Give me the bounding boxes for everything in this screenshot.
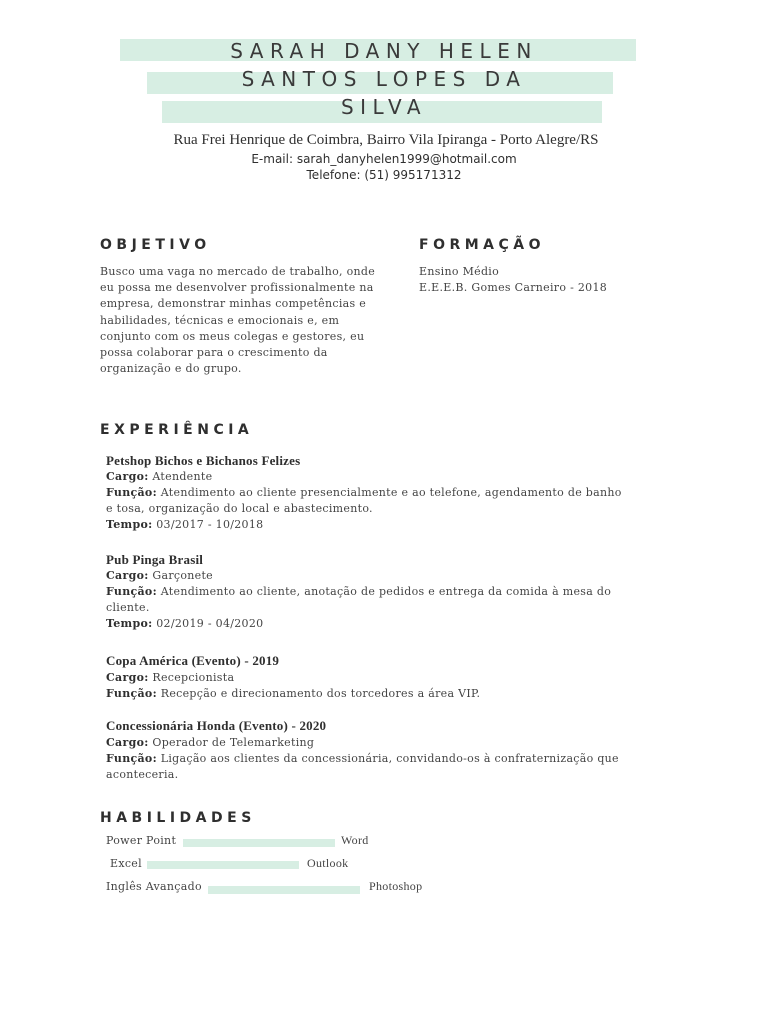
objetivo-text xyxy=(100,264,400,377)
job-funcao: Função: Atendimento ao cliente presencialmente e ao telefone, agendamento de banho xyxy=(106,486,622,499)
job-company: Concessionária Honda (Evento) - 2020 xyxy=(106,718,327,733)
name-line-3: SILVA xyxy=(340,95,428,119)
objetivo-line: empresa, demonstrar minhas competências e xyxy=(100,297,367,311)
objetivo-line: eu possa me desenvolver profissionalmente na xyxy=(100,281,374,295)
job-company: Petshop Bichos e Bichanos Felizes xyxy=(106,453,301,468)
objetivo-line: possa colaborar para o crescimento da xyxy=(100,346,328,360)
job-tempo: Tempo: 02/2019 - 04/2020 xyxy=(106,617,264,630)
skill-label: Word xyxy=(341,833,369,847)
skill-label: Outlook xyxy=(307,856,349,870)
skill-bar xyxy=(208,886,360,894)
skill-label: Excel xyxy=(110,857,142,870)
skill-bar xyxy=(183,839,335,847)
experiencia-title: EXPERIÊNCIA xyxy=(100,422,254,438)
objetivo-line: Busco uma vaga no mercado de trabalho, onde xyxy=(100,265,376,278)
address: Rua Frei Henrique de Coimbra, Bairro Vila Ipiranga - Porto Alegre/RS xyxy=(173,132,599,148)
name-line-1: SARAH DANY HELEN xyxy=(230,39,538,63)
skill-bar xyxy=(147,861,299,869)
job-tempo: Tempo: 03/2017 - 10/2018 xyxy=(106,518,264,531)
job-company: Copa América (Evento) - 2019 xyxy=(106,653,280,668)
phone: Telefone: (51) 995171312 xyxy=(306,168,462,182)
objetivo-line: conjunto com os meus colegas e gestores, eu xyxy=(100,329,365,343)
objetivo-line: organização e do grupo. xyxy=(100,362,242,376)
job-cargo: Cargo: Operador de Telemarketing xyxy=(106,736,315,749)
email: E-mail: sarah_danyhelen1999@hotmail.com xyxy=(251,152,517,166)
job-funcao-cont: cliente. xyxy=(106,601,150,614)
skill-label: Inglês Avançado xyxy=(106,880,202,893)
job-company: Pub Pinga Brasil xyxy=(106,552,204,567)
job-funcao-cont: aconteceria. xyxy=(106,768,179,781)
formacao-line: Ensino Médio xyxy=(419,265,500,278)
job-funcao: Função: Ligação aos clientes da concessionária, convidando-os à confraternização que xyxy=(106,752,619,765)
job-funcao: Função: Recepção e direcionamento dos torcedores a área VIP. xyxy=(106,687,481,700)
formacao-title: FORMAÇÃO xyxy=(419,237,546,253)
formacao-line: E.E.E.B. Gomes Carneiro - 2018 xyxy=(419,281,608,295)
skill-label: Power Point xyxy=(106,834,177,847)
job-funcao-cont: e tosa, organização do local e abastecimento. xyxy=(106,502,373,515)
job-cargo: Cargo: Garçonete xyxy=(106,569,213,582)
job-cargo: Cargo: Atendente xyxy=(106,470,213,483)
habilidades-title: HABILIDADES xyxy=(100,810,256,826)
job-funcao: Função: Atendimento ao cliente, anotação de pedidos e entrega da comida à mesa do xyxy=(106,585,612,598)
objetivo-line: habilidades, técnicas e emocionais e, em xyxy=(100,313,340,327)
formacao-text xyxy=(419,264,679,296)
objetivo-title: OBJETIVO xyxy=(100,237,211,253)
job-cargo: Cargo: Recepcionista xyxy=(106,671,235,684)
skill-label: Photoshop xyxy=(369,879,423,893)
name-line-2: SANTOS LOPES DA xyxy=(241,67,527,91)
